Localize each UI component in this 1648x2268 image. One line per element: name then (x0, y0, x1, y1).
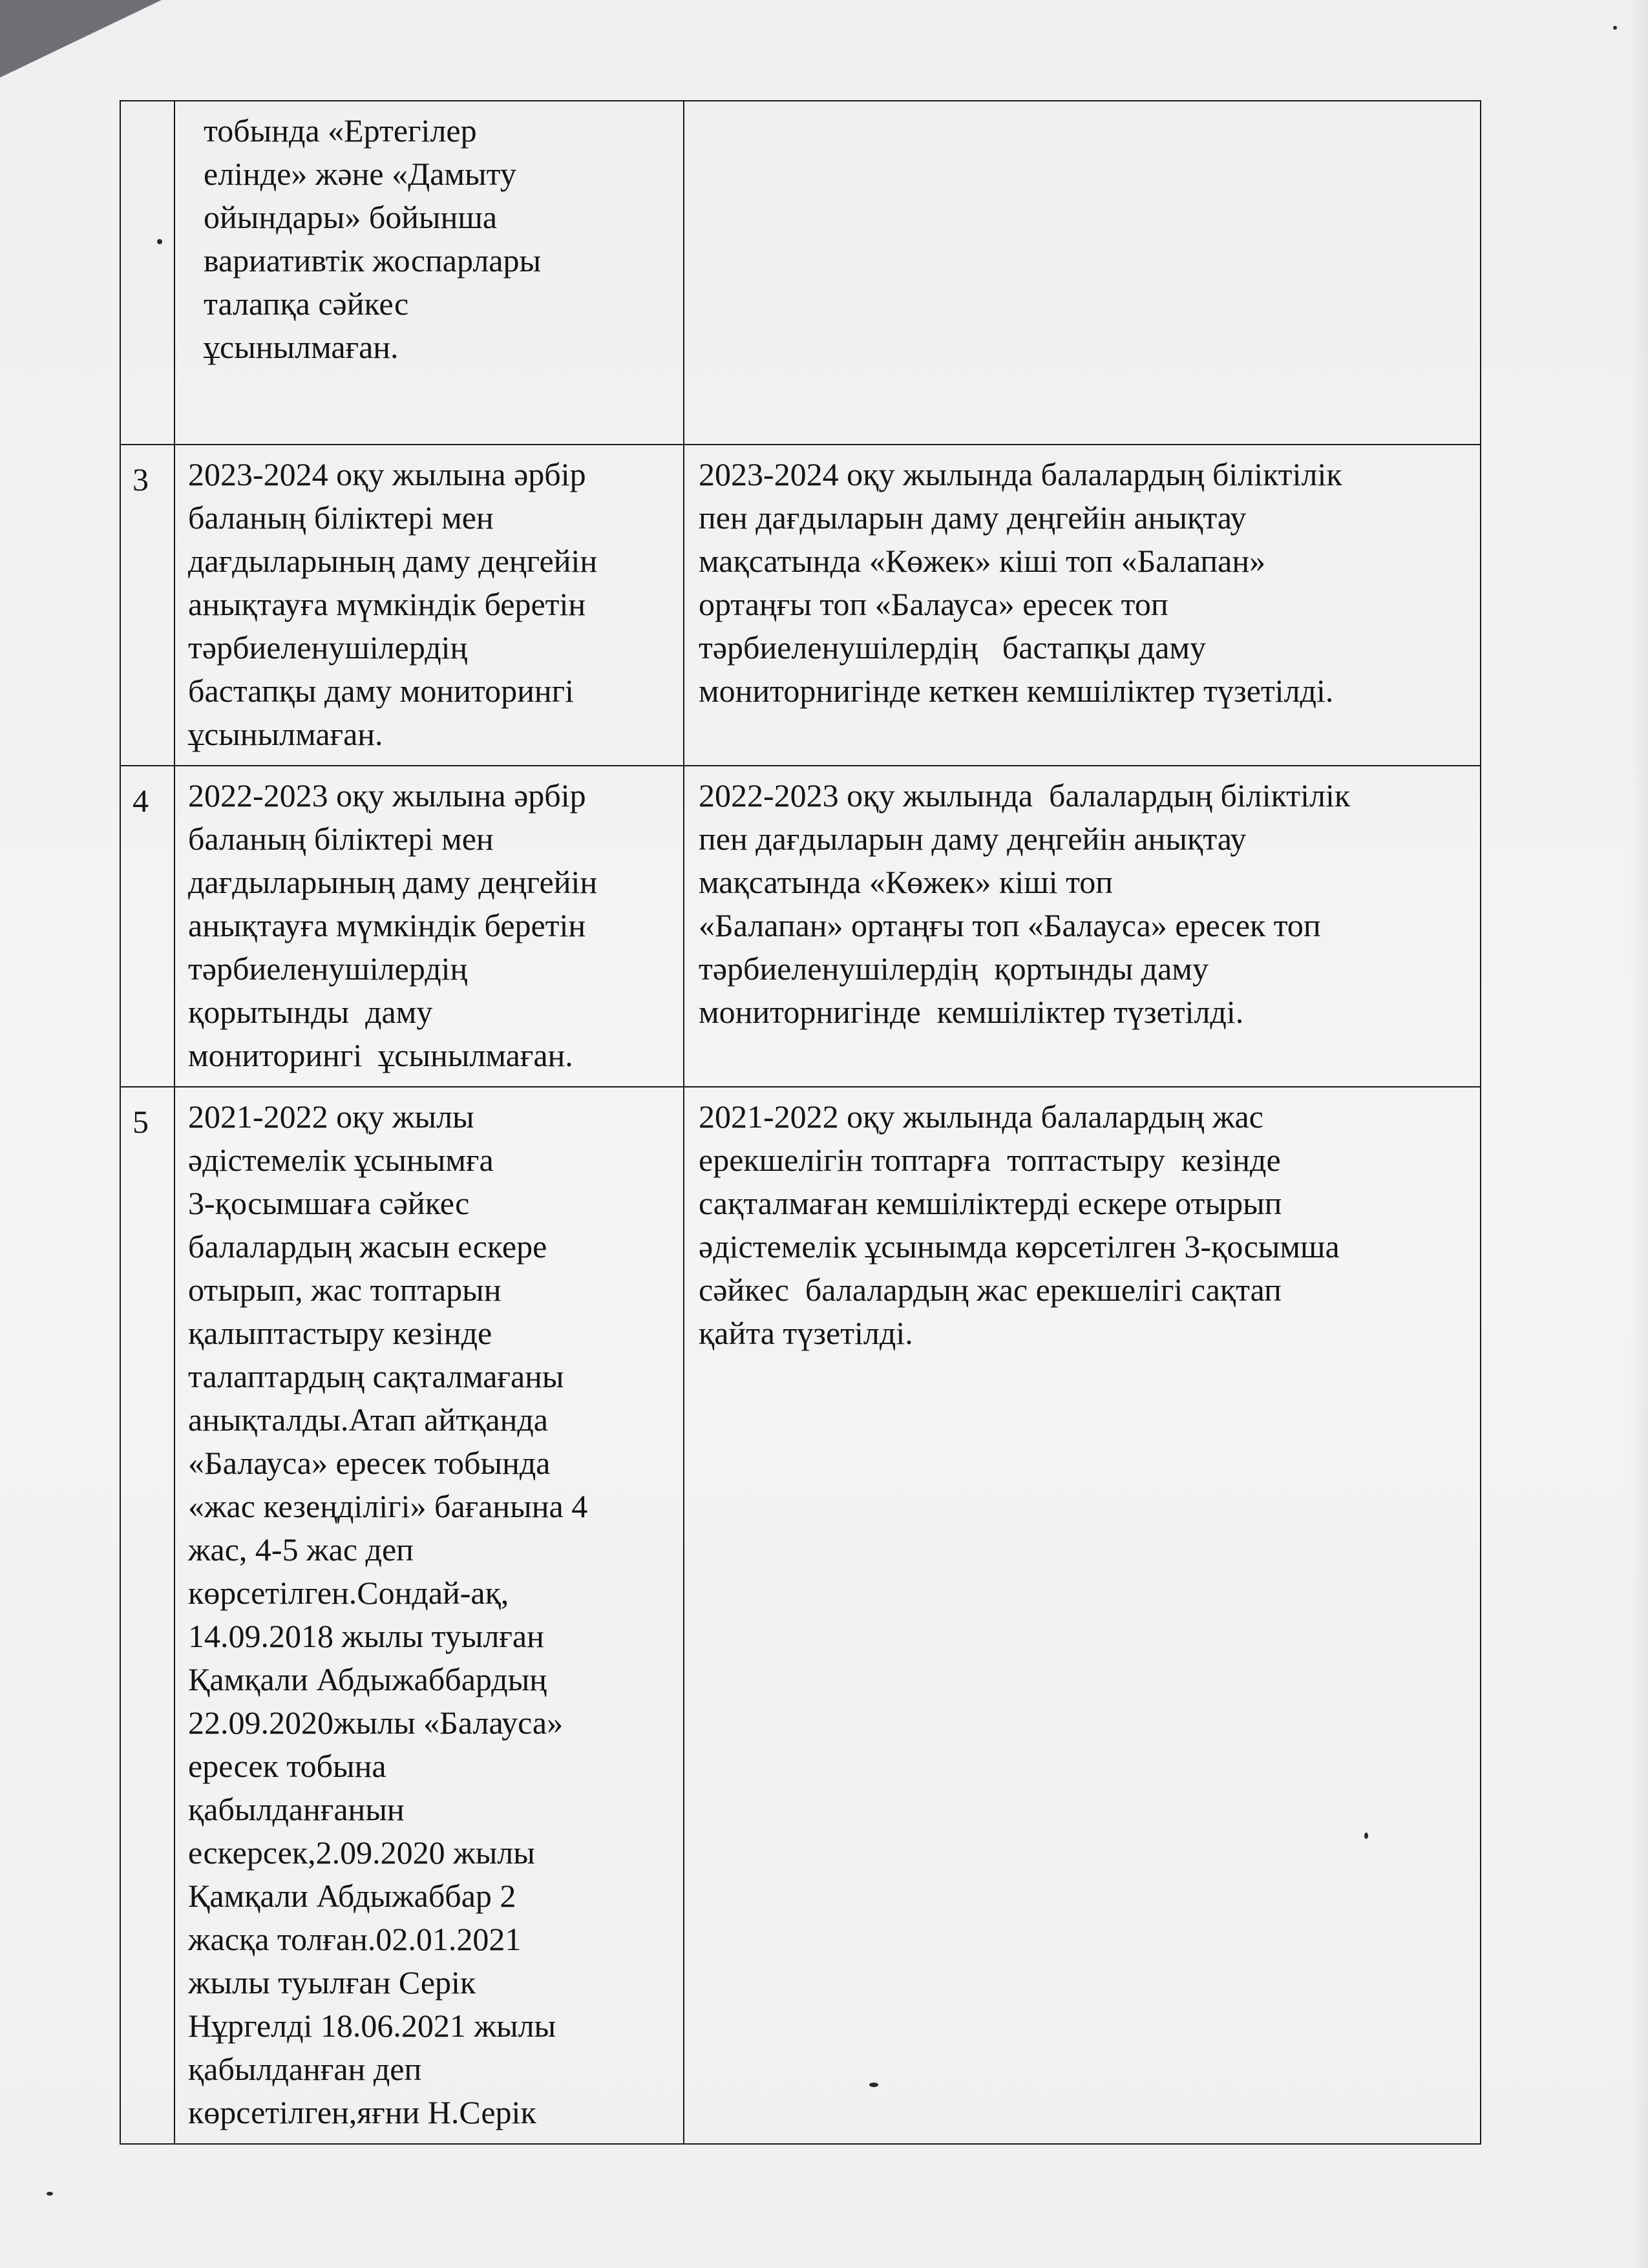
correction-text (684, 1087, 1480, 1364)
findings-table (120, 100, 1481, 2145)
row-number-cell (120, 445, 174, 766)
correction-line: пен дағдыларын даму деңгейін анықтау (699, 821, 1247, 857)
finding-line: анықтауға мүмкіндік беретін (188, 907, 586, 943)
finding-cell (174, 445, 684, 766)
correction-line: мақсатында «Көжек» кіші топ «Балапан» (699, 543, 1266, 579)
finding-text (175, 766, 683, 1086)
table-row (120, 445, 1481, 766)
correction-cell (684, 1087, 1481, 2144)
row-number: 4 (132, 782, 149, 819)
correction-text (684, 766, 1480, 1043)
finding-line: ескерсек,2.09.2020 жылы (188, 1834, 535, 1871)
scan-speck (1364, 1832, 1368, 1839)
finding-line: тобында «Ертегілер (204, 112, 477, 149)
finding-line: 2021-2022 оқу жылы (188, 1098, 474, 1135)
correction-cell (684, 101, 1481, 445)
table-row (120, 766, 1481, 1087)
finding-line: ұсынылмаған. (204, 329, 399, 365)
finding-line: 14.09.2018 жылы туылған (188, 1618, 544, 1654)
page-edge-shadow (1630, 0, 1648, 2268)
scan-speck (47, 2192, 53, 2196)
finding-line: вариативтік жоспарлары (204, 242, 542, 278)
finding-line: қорытынды даму (188, 994, 433, 1030)
finding-line: көрсетілген.Сондай-ақ, (188, 1575, 509, 1611)
correction-line: қайта түзетілді. (699, 1315, 913, 1351)
finding-line: 22.09.2020жылы «Балауса» (188, 1705, 564, 1741)
finding-line: талапқа сәйкес (204, 286, 409, 322)
finding-line: 2022-2023 оқу жылына әрбір (188, 777, 586, 814)
finding-line: отырып, жас топтарын (188, 1272, 502, 1308)
finding-line: жылы туылған Серік (188, 1964, 476, 2000)
correction-line: ерекшелігін топтарға топтастыру кезінде (699, 1142, 1281, 1178)
table-row (120, 101, 1481, 445)
finding-line: қалыптастыру кезінде (188, 1315, 492, 1351)
finding-cell (174, 1087, 684, 2144)
finding-line: тәрбиеленушілердің (188, 629, 468, 666)
finding-line: ересек тобына (188, 1748, 386, 1784)
finding-text (175, 101, 683, 378)
correction-line: тәрбиеленушілердің бастапқы даму (699, 629, 1207, 666)
correction-line: пен дағдыларын даму деңгейін анықтау (699, 499, 1247, 536)
finding-line: 3-қосымшаға сәйкес (188, 1185, 470, 1221)
finding-line: көрсетілген,яғни Н.Серік (188, 2094, 536, 2130)
folded-corner (0, 0, 162, 78)
finding-line: Қамқали Абдыжаббар 2 (188, 1878, 516, 1914)
correction-line: мақсатында «Көжек» кіші топ (699, 864, 1114, 900)
correction-line: мониторнигінде кемшіліктер түзетілді. (699, 994, 1244, 1030)
finding-text (175, 445, 683, 765)
correction-cell (684, 766, 1481, 1087)
correction-text (684, 445, 1480, 722)
scan-speck (869, 2083, 878, 2087)
finding-line: дағдыларының даму деңгейін (188, 864, 598, 900)
finding-line: «Балауса» ересек тобында (188, 1445, 551, 1481)
correction-line: «Балапан» ортаңғы топ «Балауса» ересек топ (699, 907, 1321, 943)
finding-line: баланың біліктері мен (188, 821, 494, 857)
finding-line: мониторингі ұсынылмаған. (188, 1037, 573, 1073)
correction-line: сақталмаған кемшіліктерді ескере отырып (699, 1185, 1282, 1221)
finding-line: балалардың жасын ескере (188, 1228, 547, 1265)
finding-line: Нұргелді 18.06.2021 жылы (188, 2008, 556, 2044)
finding-line: анықтауға мүмкіндік беретін (188, 586, 586, 622)
finding-line: ұсынылмаған. (188, 716, 383, 752)
scan-speck (157, 239, 162, 244)
table-row (120, 1087, 1481, 2144)
finding-line: баланың біліктері мен (188, 499, 494, 536)
finding-line: талаптардың сақталмағаны (188, 1358, 564, 1394)
finding-line: анықталды.Атап айтқанда (188, 1402, 548, 1438)
correction-cell (684, 445, 1481, 766)
row-number: 3 (132, 461, 149, 498)
finding-line: дағдыларының даму деңгейін (188, 543, 598, 579)
scan-speck (1613, 26, 1617, 30)
finding-line: қабылданған деп (188, 2051, 422, 2087)
finding-text (175, 1087, 683, 2143)
finding-line: қабылданғанын (188, 1791, 405, 1827)
correction-line: 2021-2022 оқу жылында балалардың жас (699, 1098, 1263, 1135)
row-number-cell (120, 1087, 174, 2144)
finding-line: «жас кезеңділігі» бағанына 4 (188, 1488, 588, 1524)
finding-line: тәрбиеленушілердің (188, 950, 468, 987)
finding-line: жасқа толған.02.01.2021 (188, 1921, 522, 1957)
correction-line: 2023-2024 оқу жылында балалардың біліктілік (699, 456, 1342, 492)
row-number: 5 (132, 1104, 149, 1140)
finding-line: 2023-2024 оқу жылына әрбір (188, 456, 586, 492)
correction-line: ортаңғы топ «Балауса» ересек топ (699, 586, 1168, 622)
finding-line: елінде» және «Дамыту (204, 156, 516, 192)
finding-line: бастапқы даму мониторингі (188, 673, 574, 709)
finding-line: Қамқали Абдыжаббардың (188, 1661, 547, 1697)
finding-cell (174, 766, 684, 1087)
finding-line: ойындары» бойынша (204, 199, 498, 235)
correction-line: әдістемелік ұсынымда көрсетілген 3-қосымша (699, 1228, 1340, 1265)
finding-line: жас, 4-5 жас деп (188, 1531, 414, 1568)
correction-line: сәйкес балалардың жас ерекшелігі сақтап (699, 1272, 1282, 1308)
correction-line: 2022-2023 оқу жылында балалардың біліктілік (699, 777, 1351, 814)
finding-cell (174, 101, 684, 445)
row-number-cell (120, 766, 174, 1087)
finding-line: әдістемелік ұсынымға (188, 1142, 494, 1178)
row-number-cell (120, 101, 174, 445)
correction-line: мониторнигінде кеткен кемшіліктер түзетілді. (699, 673, 1334, 709)
correction-line: тәрбиеленушілердің қортынды даму (699, 950, 1209, 987)
